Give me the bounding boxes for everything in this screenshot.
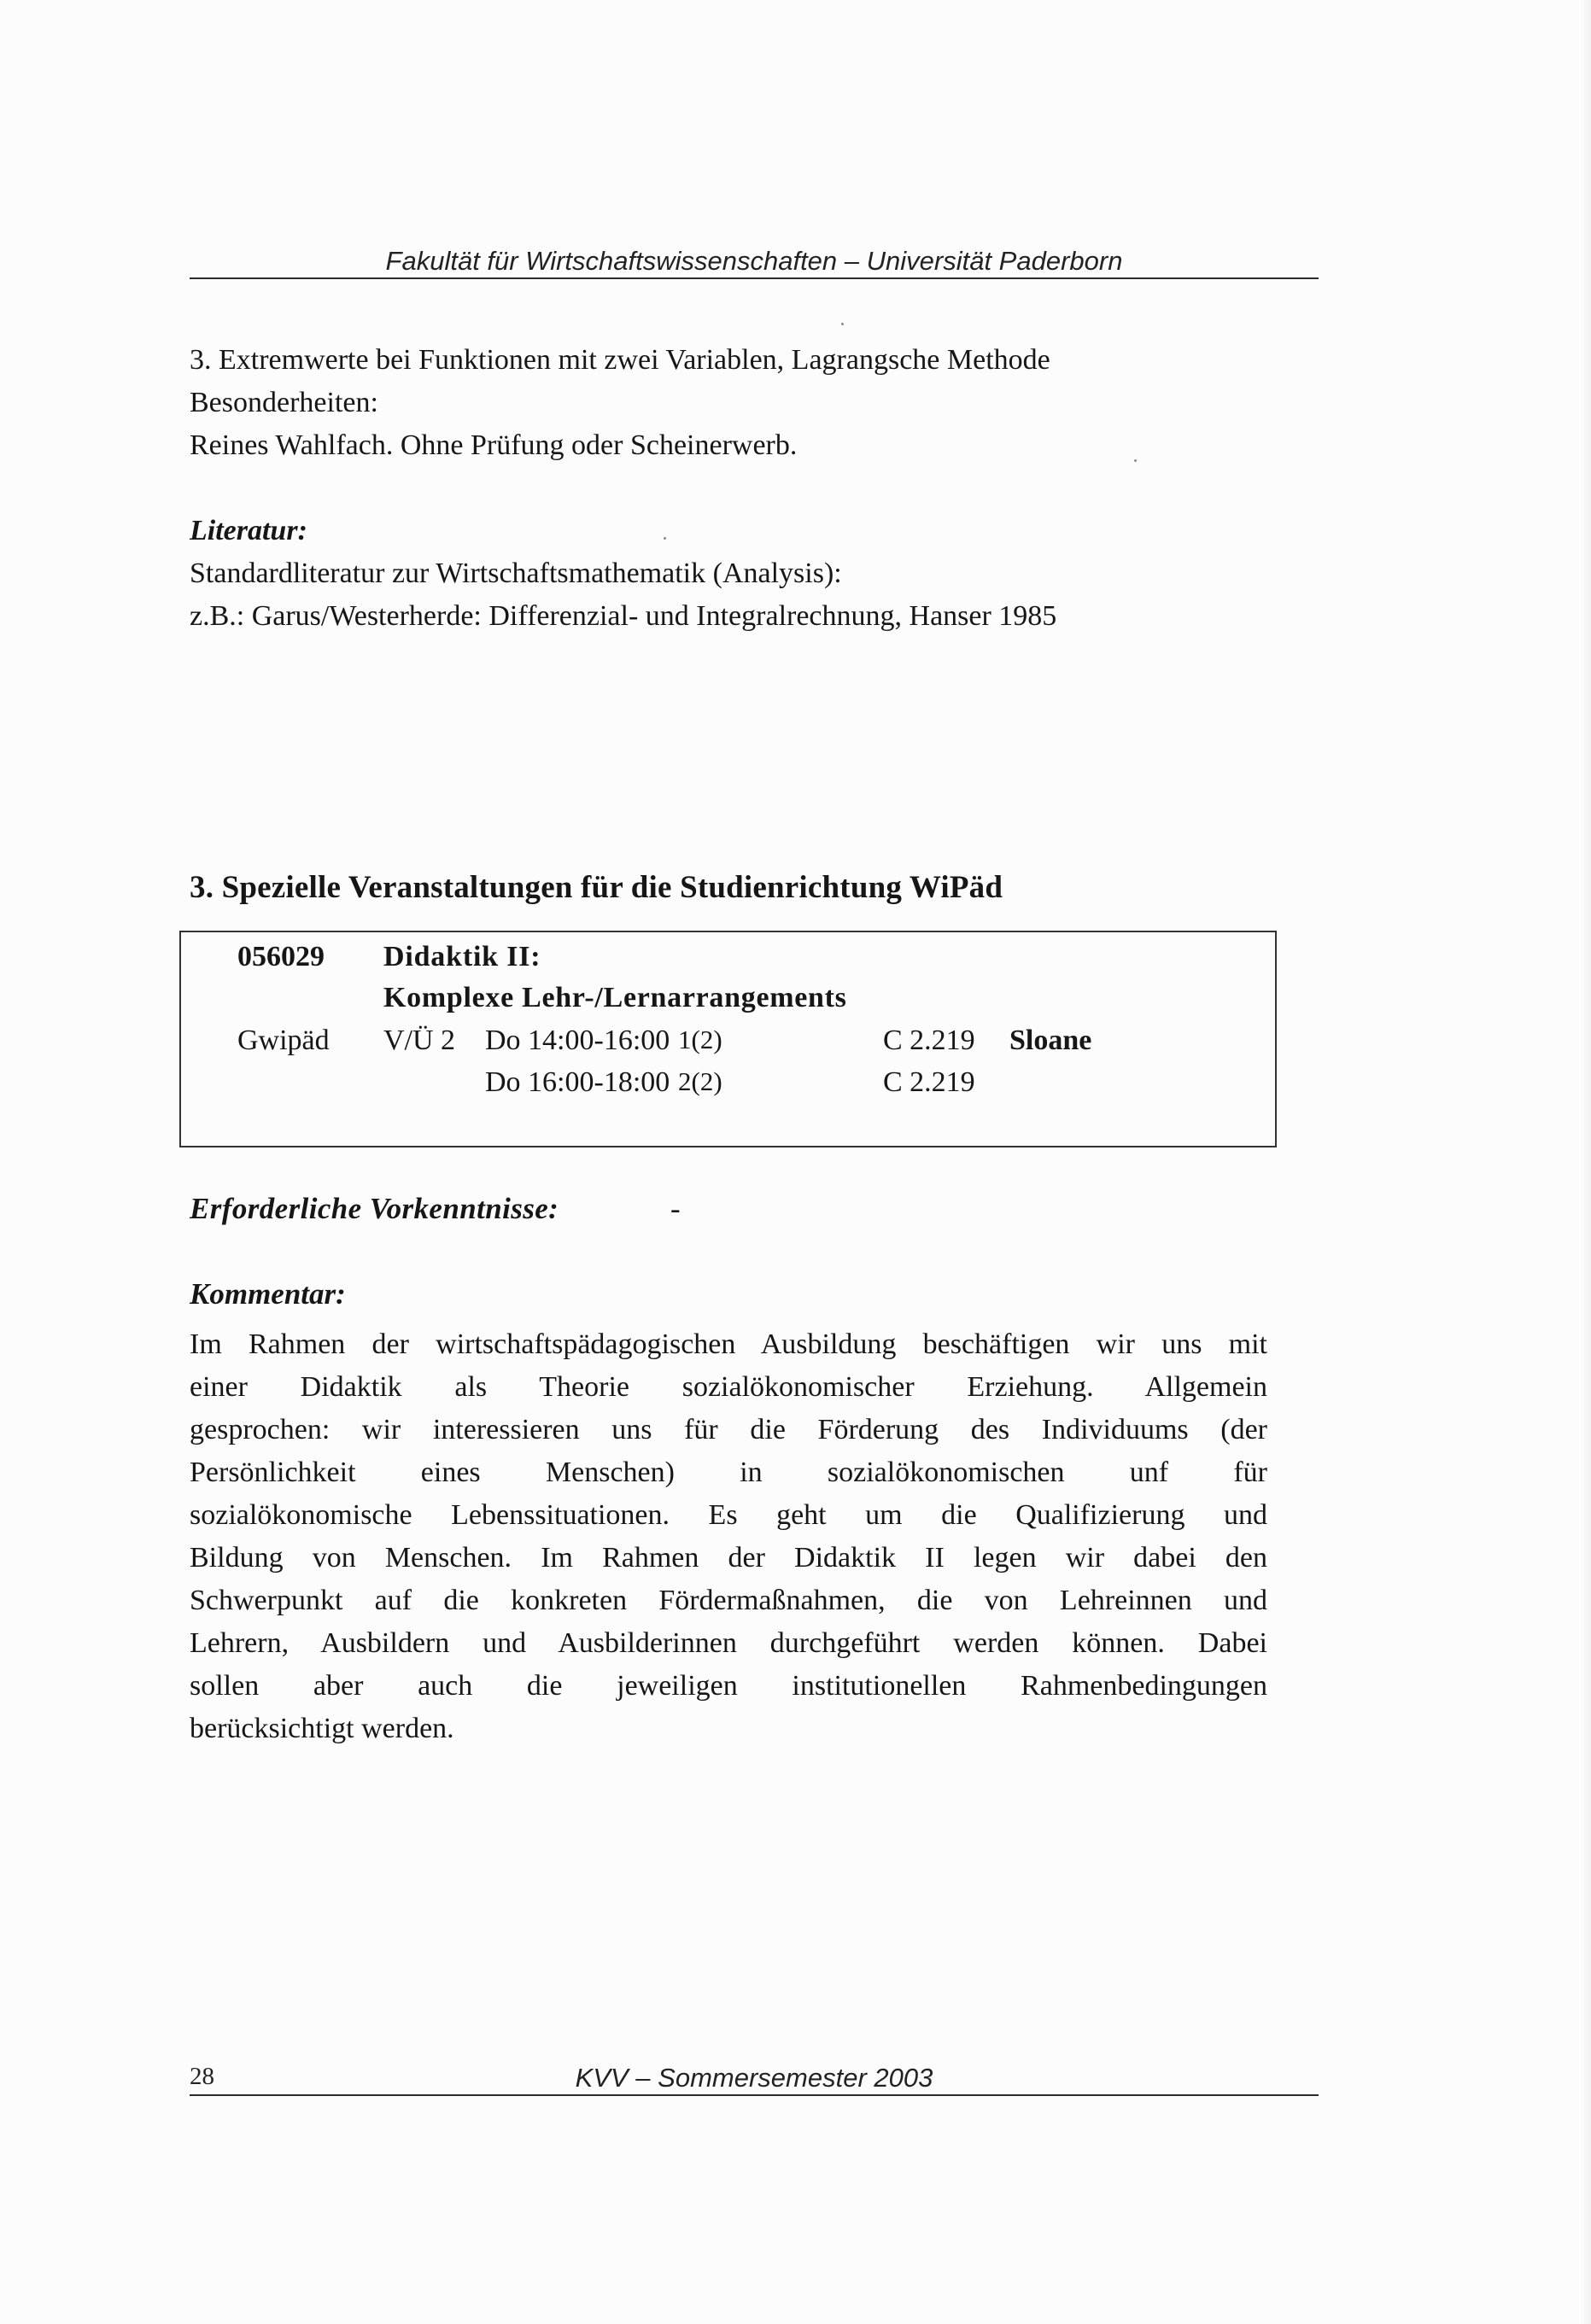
footer-rule — [190, 2094, 1319, 2096]
course-subtitle: Komplexe Lehr-/Lernarrangements — [383, 982, 847, 1013]
course-type: V/Ü 2 — [383, 1025, 456, 1056]
content-item-3: 3. Extremwerte bei Funktionen mit zwei Variablen, Lagrangsche Methode — [190, 344, 1050, 376]
literature-line: Standardliteratur zur Wirtschaftsmathematik (Analysis): — [190, 558, 842, 589]
course-group: 2(2) — [678, 1066, 722, 1096]
commentary-line: Lehrern, Ausbildern und Ausbilderinnen durchgeführt werden können. Dabei — [190, 1627, 1267, 1659]
commentary-line: gesprochen: wir interessieren uns für die Förderung des Individuums (der — [190, 1414, 1267, 1445]
scan-speck — [841, 323, 844, 325]
prerequisites-value: - — [670, 1192, 681, 1225]
course-time: Do 14:00-16:00 — [485, 1025, 670, 1056]
page-number: 28 — [190, 2063, 214, 2090]
course-number: 056029 — [237, 941, 325, 972]
course-room: C 2.219 — [883, 1025, 975, 1056]
course-remainder — [190, 339, 1267, 467]
running-header: Fakultät für Wirtschaftswissenschaften – Universität Paderborn — [385, 246, 1123, 276]
scan-edge — [1579, 0, 1591, 2324]
special-notes-text: Reines Wahlfach. Ohne Prüfung oder Scheinerwerb. — [190, 429, 798, 461]
course-instructor: Sloane — [1009, 1025, 1092, 1056]
commentary-line: Persönlichkeit eines Menschen) in sozialökonomischen unf für — [190, 1457, 1267, 1488]
course-time: Do 16:00-18:00 — [485, 1066, 670, 1098]
special-notes-label: Besonderheiten: — [190, 387, 378, 418]
scan-speck — [664, 537, 666, 540]
course-group: 1(2) — [678, 1025, 722, 1054]
scan-speck — [1134, 459, 1137, 462]
commentary-line: einer Didaktik als Theorie sozialökonomischer Erziehung. Allgemein — [190, 1371, 1267, 1403]
commentary-text — [190, 1323, 1267, 1750]
course-listing-box — [179, 931, 1277, 1147]
commentary-line: Schwerpunkt auf die konkreten Fördermaßnahmen, die von Lehreinnen und — [190, 1585, 1267, 1616]
commentary-line: sozialökonomische Lebenssituationen. Es geht um die Qualifizierung und — [190, 1499, 1267, 1531]
header-rule — [190, 277, 1319, 279]
course-title: Didaktik II: — [383, 941, 541, 972]
section-heading: 3. Spezielle Veranstaltungen für die Studienrichtung WiPäd — [190, 869, 1003, 905]
commentary-line: Bildung von Menschen. Im Rahmen der Didaktik II legen wir dabei den — [190, 1542, 1267, 1574]
literature-section — [190, 510, 1267, 638]
literature-label: Literatur: — [190, 515, 307, 546]
prerequisites-label: Erforderliche Vorkenntnisse: — [190, 1192, 559, 1225]
course-room: C 2.219 — [883, 1066, 975, 1098]
commentary-label: Kommentar: — [190, 1277, 346, 1311]
running-footer: KVV – Sommersemester 2003 — [575, 2063, 933, 2093]
commentary-line: berücksichtigt werden. — [190, 1713, 454, 1744]
commentary-line: Im Rahmen der wirtschaftspädagogischen Ausbildung beschäftigen wir uns mit — [190, 1328, 1267, 1360]
commentary-line: sollen aber auch die jeweiligen institutionellen Rahmenbedingungen — [190, 1670, 1267, 1702]
literature-line: z.B.: Garus/Westerherde: Differenzial- und Integralrechnung, Hanser 1985 — [190, 600, 1057, 632]
course-target-group: Gwipäd — [237, 1025, 330, 1056]
